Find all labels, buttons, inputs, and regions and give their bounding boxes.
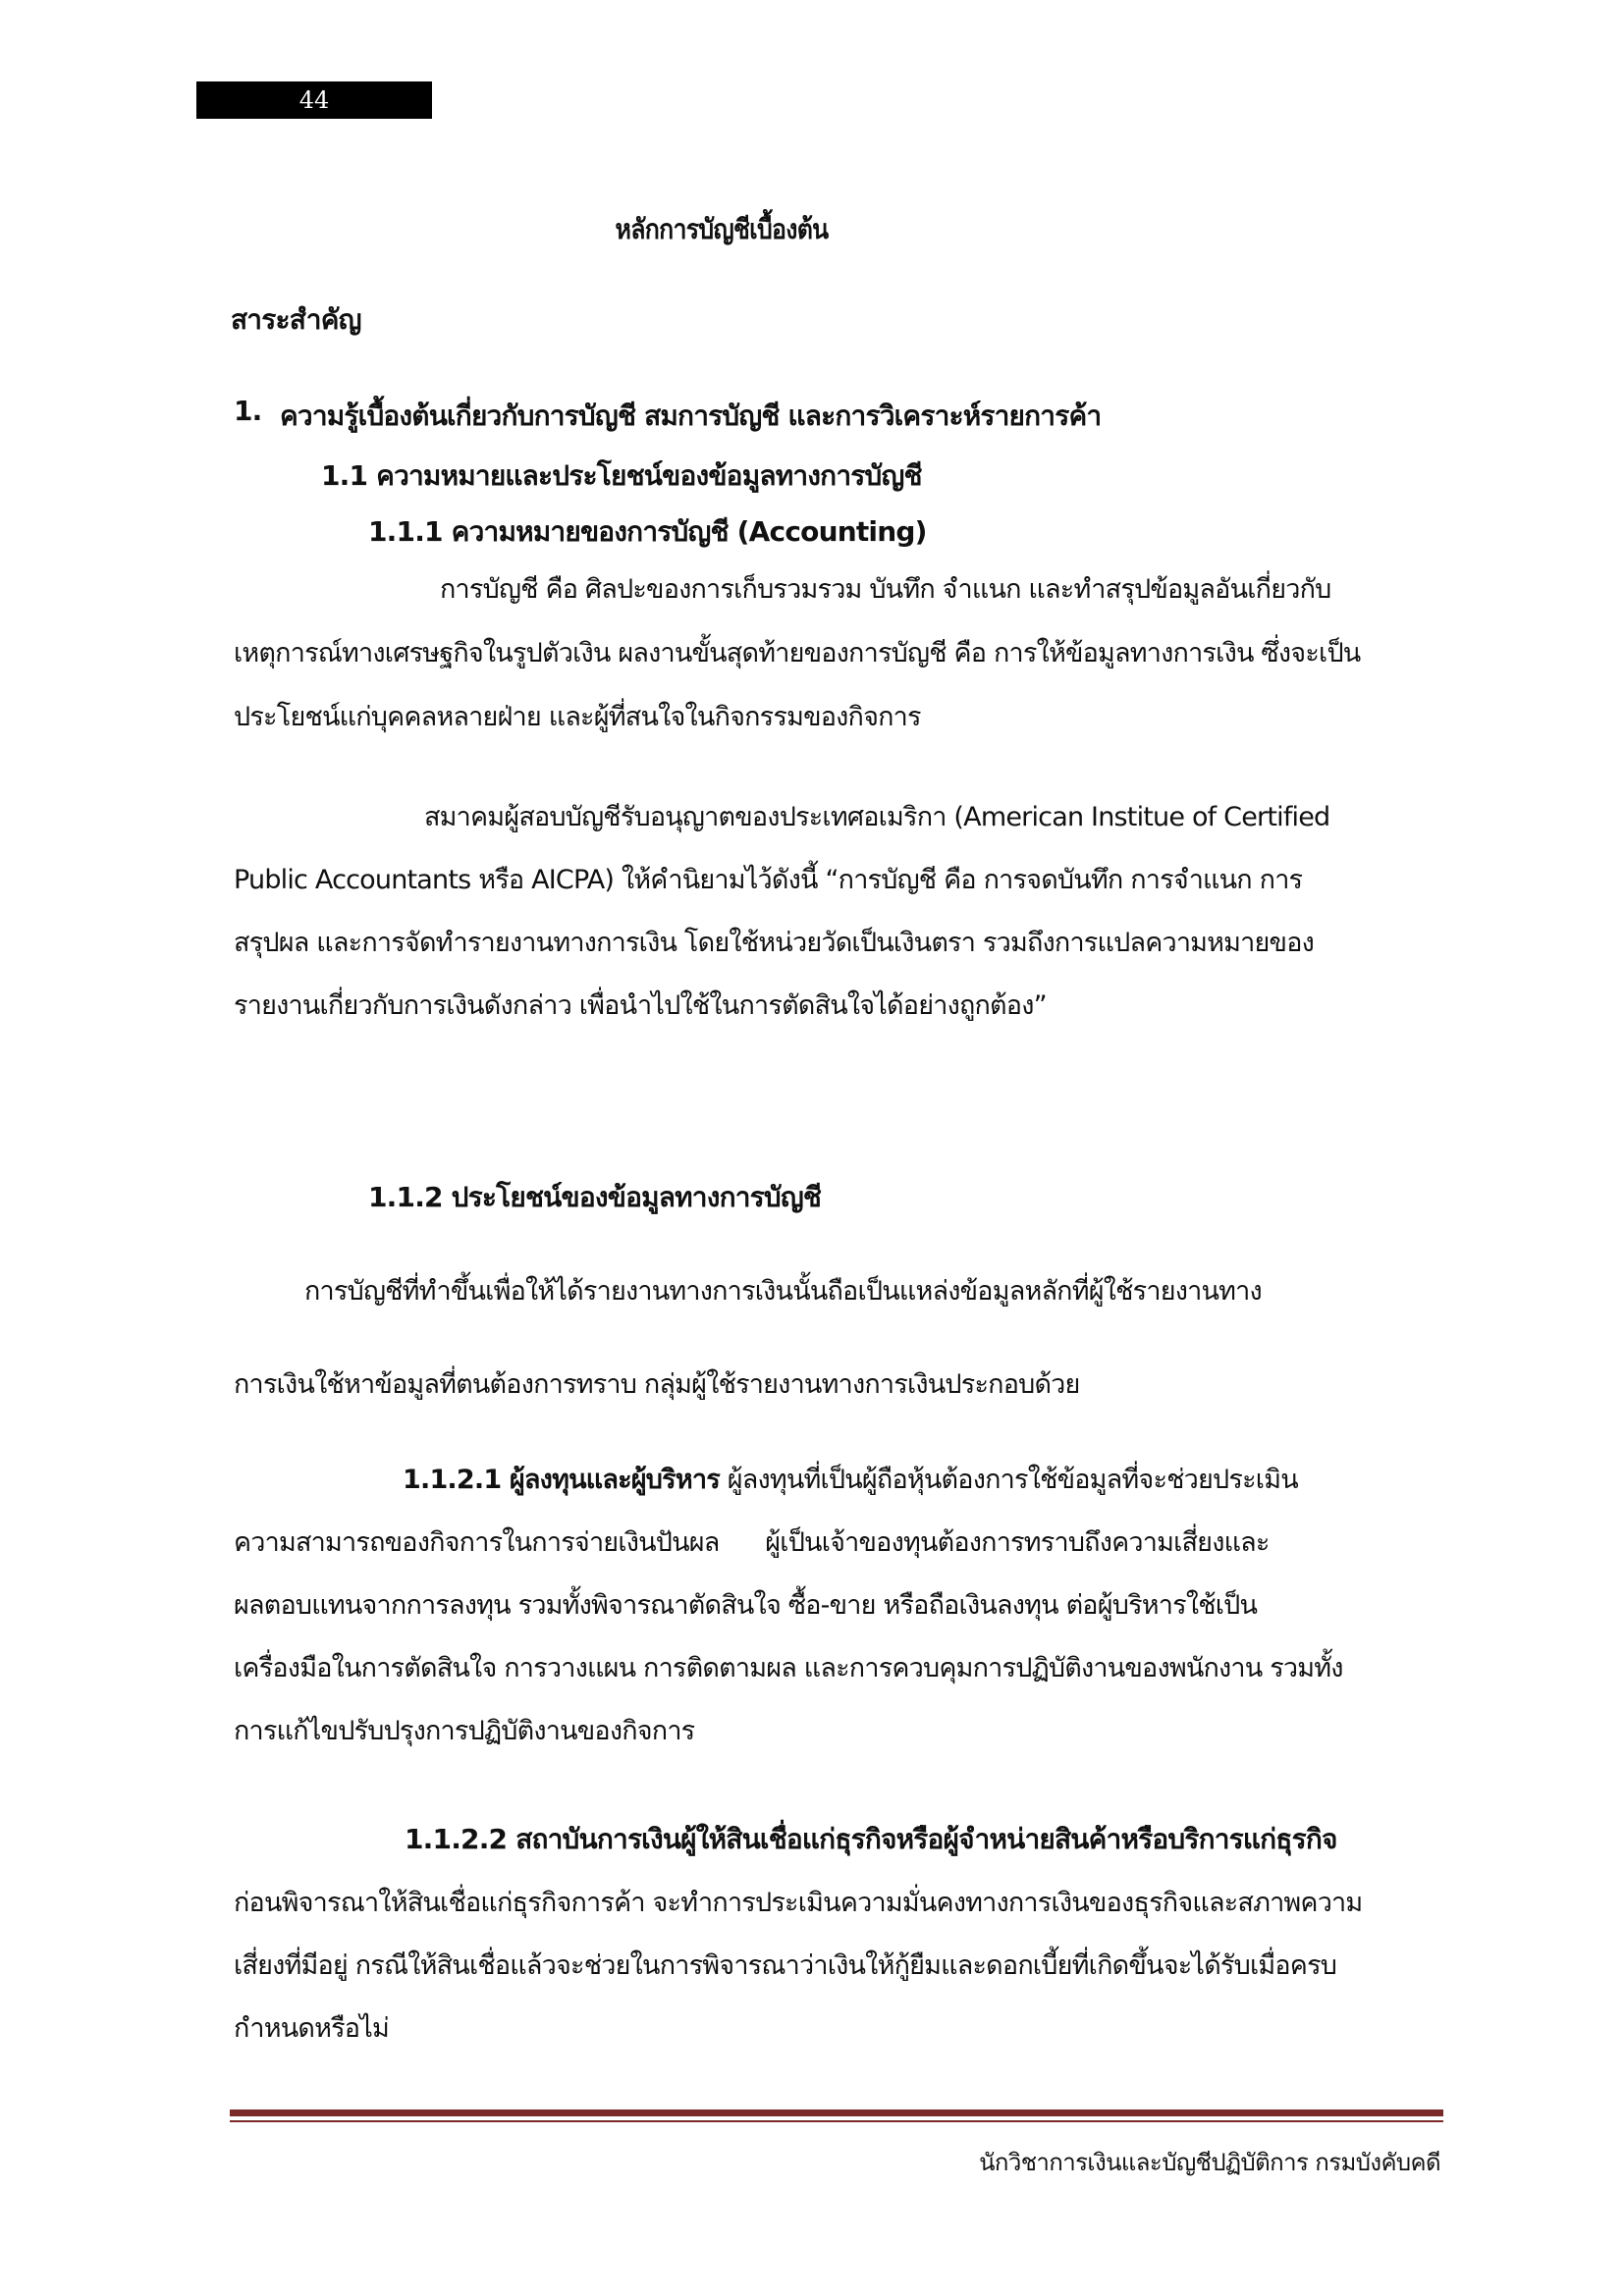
item-1-first-line xyxy=(403,1458,1298,1500)
paragraph-line: ผลตอบแทนจากการลงทุน รวมทั้งพิจารณาตัดสินใจ ซื้อ-ขาย หรือถือเงินลงทุน ต่อผู้บริหารใช้เป็น xyxy=(234,1590,1258,1621)
item-1-text: ผู้ลงทุนที่เป็นผู้ถือหุ้นต้องการใช้ข้อมูลที่จะช่วยประเมิน xyxy=(719,1465,1298,1495)
paragraph-line: รายงานเกี่ยวกับการเงินดังกล่าว เพื่อนำไปใช้ในการตัดสินใจได้อย่างถูกต้อง” xyxy=(234,990,1047,1021)
paragraph-line: การเงินใช้หาข้อมูลที่ตนต้องการทราบ กลุ่มผู้ใช้รายงานทางการเงินประกอบด้วย xyxy=(234,1369,1080,1400)
paragraph-line: สรุปผล และการจัดทำรายงานทางการเงิน โดยใช้หน่วยวัดเป็นเงินตรา รวมถึงการแปลความหมายของ xyxy=(234,928,1315,958)
section-1-1-1-heading: 1.1.1 ความหมายของการบัญชี (Accounting) xyxy=(368,515,927,548)
paragraph-line: การบัญชีที่ทำขึ้นเพื่อให้ได้รายงานทางการเงินนั้นถือเป็นแหล่งข้อมูลหลักที่ผู้ใช้รายงานทาง xyxy=(304,1276,1262,1307)
paragraph-line: Public Accountants หรือ AICPA) ให้คำนิยามไว้ดังนี้ “การบัญชี คือ การจดบันทึก การจำแนก การ xyxy=(234,865,1303,895)
section-1-1-heading: 1.1 ความหมายและประโยชน์ของข้อมูลทางการบัญชี xyxy=(321,459,922,492)
section-1-number: 1. xyxy=(234,395,262,427)
paragraph-line: เครื่องมือในการตัดสินใจ การวางแผน การติดตามผล และการควบคุมการปฏิบัติงานของพนักงาน รวมทั้ง xyxy=(234,1653,1343,1683)
paragraph-line: การบัญชี คือ ศิลปะของการเก็บรวมรวม บันทึก จำแนก และทำสรุปข้อมูลอันเกี่ยวกับ xyxy=(440,574,1331,605)
paragraph-line: ประโยชน์แก่บุคคลหลายฝ่าย และผู้ที่สนใจในกิจกรรมของกิจการ xyxy=(234,702,921,732)
paragraph-line: เหตุการณ์ทางเศรษฐกิจในรูปตัวเงิน ผลงานขั้นสุดท้ายของการบัญชี คือ การให้ข้อมูลทางการเงิน ซึ่งจะเป็น xyxy=(234,638,1361,668)
footer-rule-thick xyxy=(230,2109,1443,2116)
page-number-badge xyxy=(196,81,432,119)
footer-rule-thin xyxy=(230,2120,1443,2122)
item-2-heading: 1.1.2.2 สถาบันการเงินผู้ให้สินเชื่อแก่ธุรกิจหรือผู้จำหน่ายสินค้าหรือบริการแก่ธุรกิจ xyxy=(405,1823,1337,1855)
summary-heading: สาระสำคัญ xyxy=(231,303,361,336)
paragraph-line: การแก้ไขปรับปรุงการปฏิบัติงานของกิจการ xyxy=(234,1716,695,1746)
footer-text: นักวิชาการเงินและบัญชีปฏิบัติการ กรมบังคับคดี xyxy=(979,2149,1440,2176)
paragraph-line: เสี่ยงที่มีอยู่ กรณีให้สินเชื่อแล้วจะช่วยในการพิจารณาว่าเงินให้กู้ยืมและดอกเบี้ยที่เกิดขึ้นจะได้รับเมื่อครบ xyxy=(234,1950,1337,1981)
paragraph-line: กำหนดหรือไม่ xyxy=(234,2013,389,2044)
section-1-1-2-heading: 1.1.2 ประโยชน์ของข้อมูลทางการบัญชี xyxy=(368,1181,822,1213)
page-number: 44 xyxy=(298,86,330,114)
section-1-heading: ความรู้เบื้องต้นเกี่ยวกับการบัญชี สมการบัญชี และการวิเคราะห์รายการค้า xyxy=(280,400,1102,432)
paragraph-line: ความสามารถของกิจการในการจ่ายเงินปันผล ผู้เป็นเจ้าของทุนต้องการทราบถึงความเสี่ยงและ xyxy=(234,1527,1270,1558)
paragraph-line: สมาคมผู้สอบบัญชีรับอนุญาตของประเทศอเมริกา (American Institue of Certified xyxy=(424,802,1330,832)
paragraph-line: ก่อนพิจารณาให้สินเชื่อแก่ธุรกิจการค้า จะทำการประเมินความมั่นคงทางการเงินของธุรกิจและสภาพความ xyxy=(234,1888,1363,1918)
document-title: หลักการบัญชีเบื้องต้น xyxy=(615,213,829,245)
item-1-heading: 1.1.2.1 ผู้ลงทุนและผู้บริหาร xyxy=(403,1465,720,1495)
